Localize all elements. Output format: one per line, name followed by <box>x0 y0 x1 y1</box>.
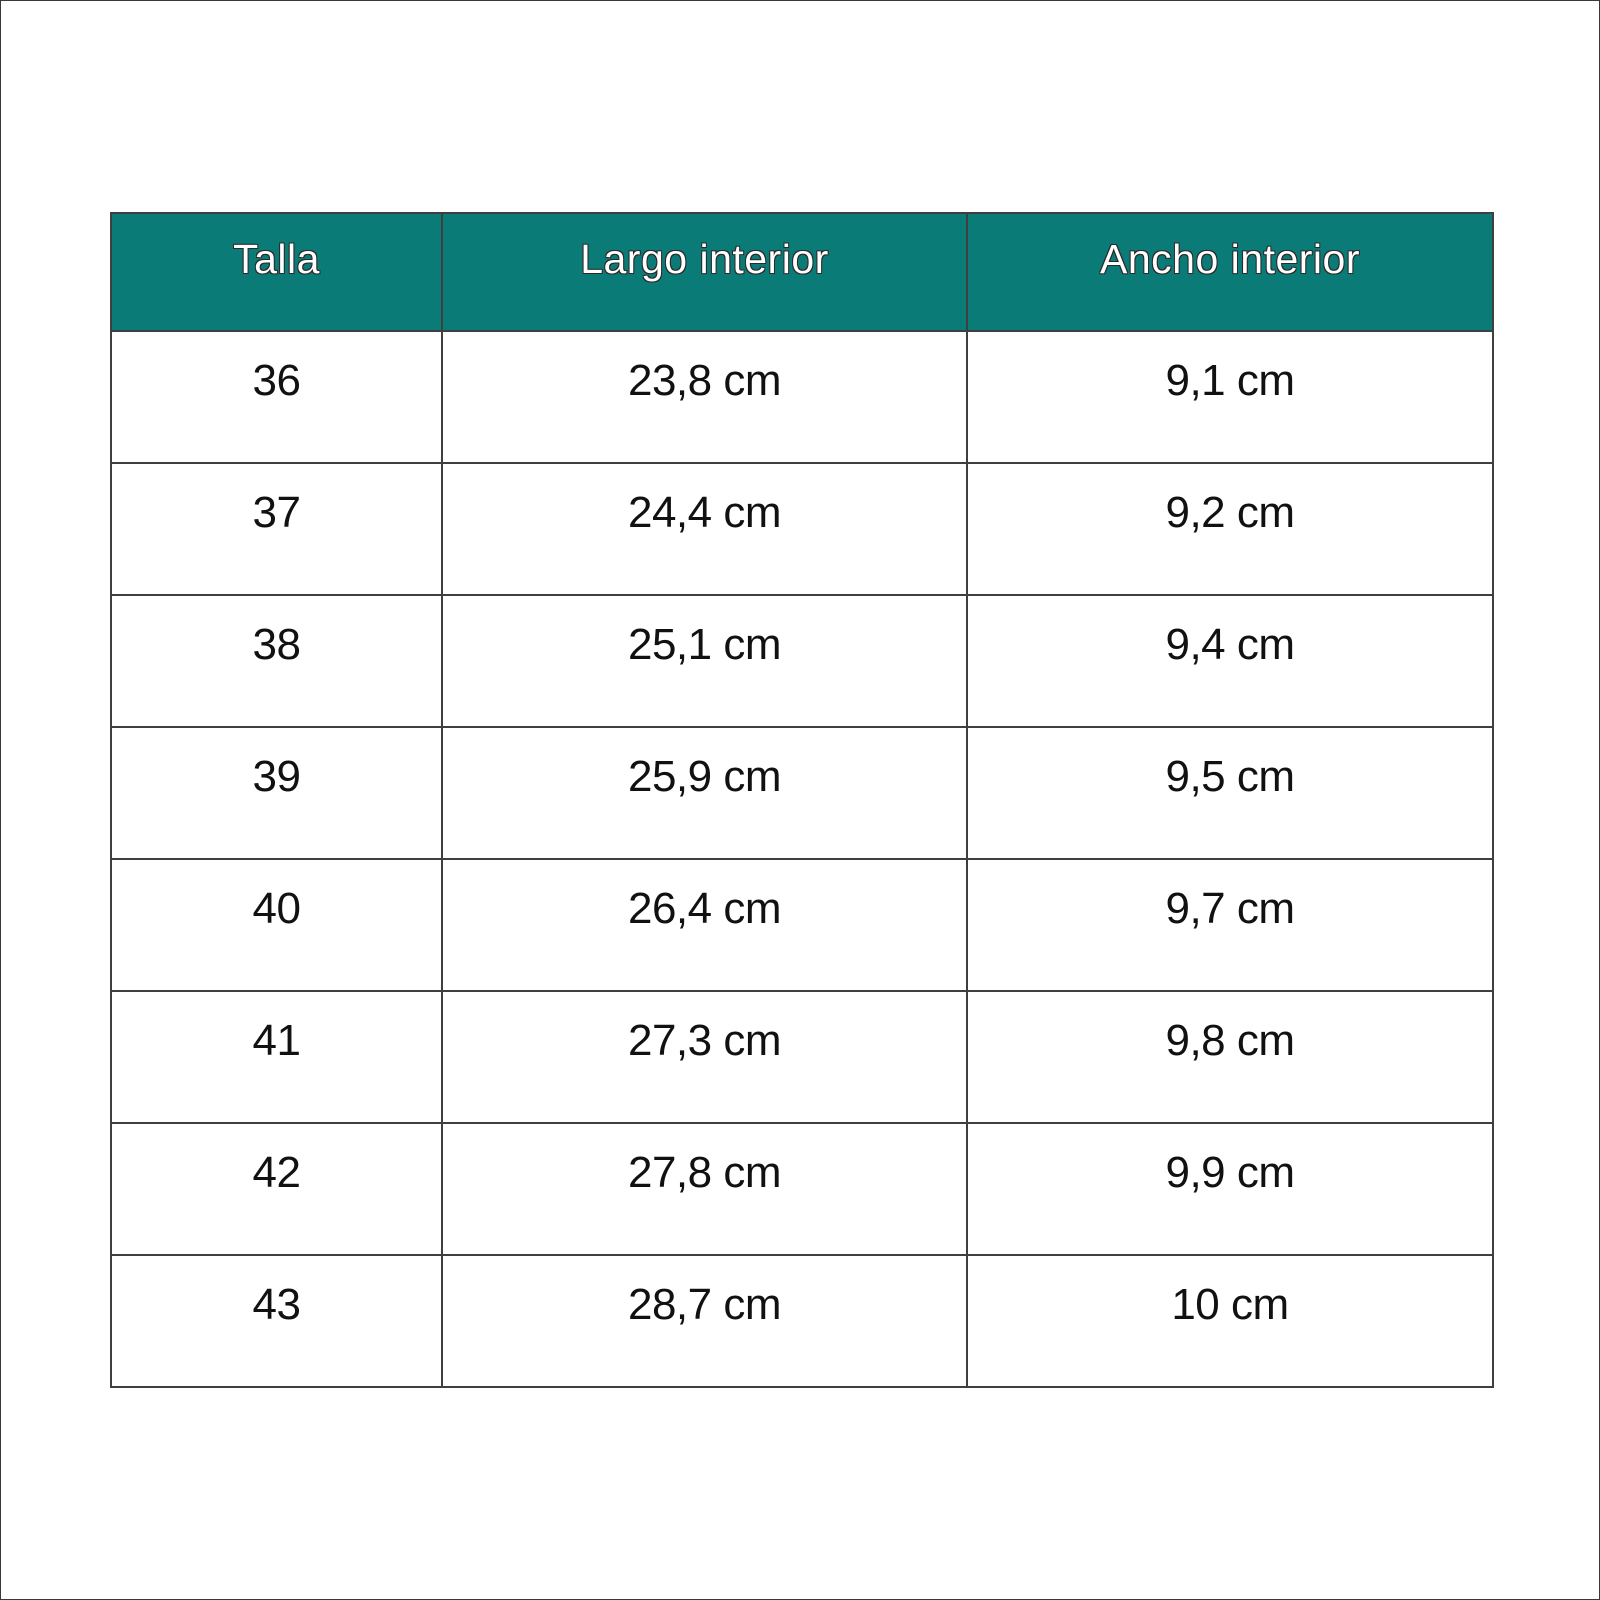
cell-talla: 40 <box>111 859 442 991</box>
cell-largo-interior: 24,4 cm <box>442 463 967 595</box>
header-largo-interior: Largo interior <box>442 213 967 331</box>
cell-talla: 37 <box>111 463 442 595</box>
header-talla: Talla <box>111 213 442 331</box>
table-row <box>111 331 1493 463</box>
cell-ancho-interior: 9,9 cm <box>967 1123 1493 1255</box>
cell-talla: 42 <box>111 1123 442 1255</box>
table-row <box>111 727 1493 859</box>
cell-largo-interior: 28,7 cm <box>442 1255 967 1387</box>
cell-talla: 41 <box>111 991 442 1123</box>
cell-largo-interior: 25,9 cm <box>442 727 967 859</box>
header-ancho-interior: Ancho interior <box>967 213 1493 331</box>
table-row <box>111 1255 1493 1387</box>
cell-talla: 38 <box>111 595 442 727</box>
table-row <box>111 859 1493 991</box>
table-row <box>111 1123 1493 1255</box>
table-row <box>111 463 1493 595</box>
cell-largo-interior: 25,1 cm <box>442 595 967 727</box>
cell-ancho-interior: 9,1 cm <box>967 331 1493 463</box>
cell-ancho-interior: 9,4 cm <box>967 595 1493 727</box>
cell-ancho-interior: 9,7 cm <box>967 859 1493 991</box>
size-chart-table <box>110 212 1494 1388</box>
table-row <box>111 991 1493 1123</box>
cell-ancho-interior: 9,8 cm <box>967 991 1493 1123</box>
table-row <box>111 595 1493 727</box>
cell-largo-interior: 27,3 cm <box>442 991 967 1123</box>
cell-talla: 43 <box>111 1255 442 1387</box>
cell-ancho-interior: 10 cm <box>967 1255 1493 1387</box>
cell-ancho-interior: 9,2 cm <box>967 463 1493 595</box>
cell-talla: 39 <box>111 727 442 859</box>
cell-largo-interior: 23,8 cm <box>442 331 967 463</box>
cell-talla: 36 <box>111 331 442 463</box>
cell-ancho-interior: 9,5 cm <box>967 727 1493 859</box>
cell-largo-interior: 27,8 cm <box>442 1123 967 1255</box>
table-header-row <box>111 213 1493 331</box>
cell-largo-interior: 26,4 cm <box>442 859 967 991</box>
